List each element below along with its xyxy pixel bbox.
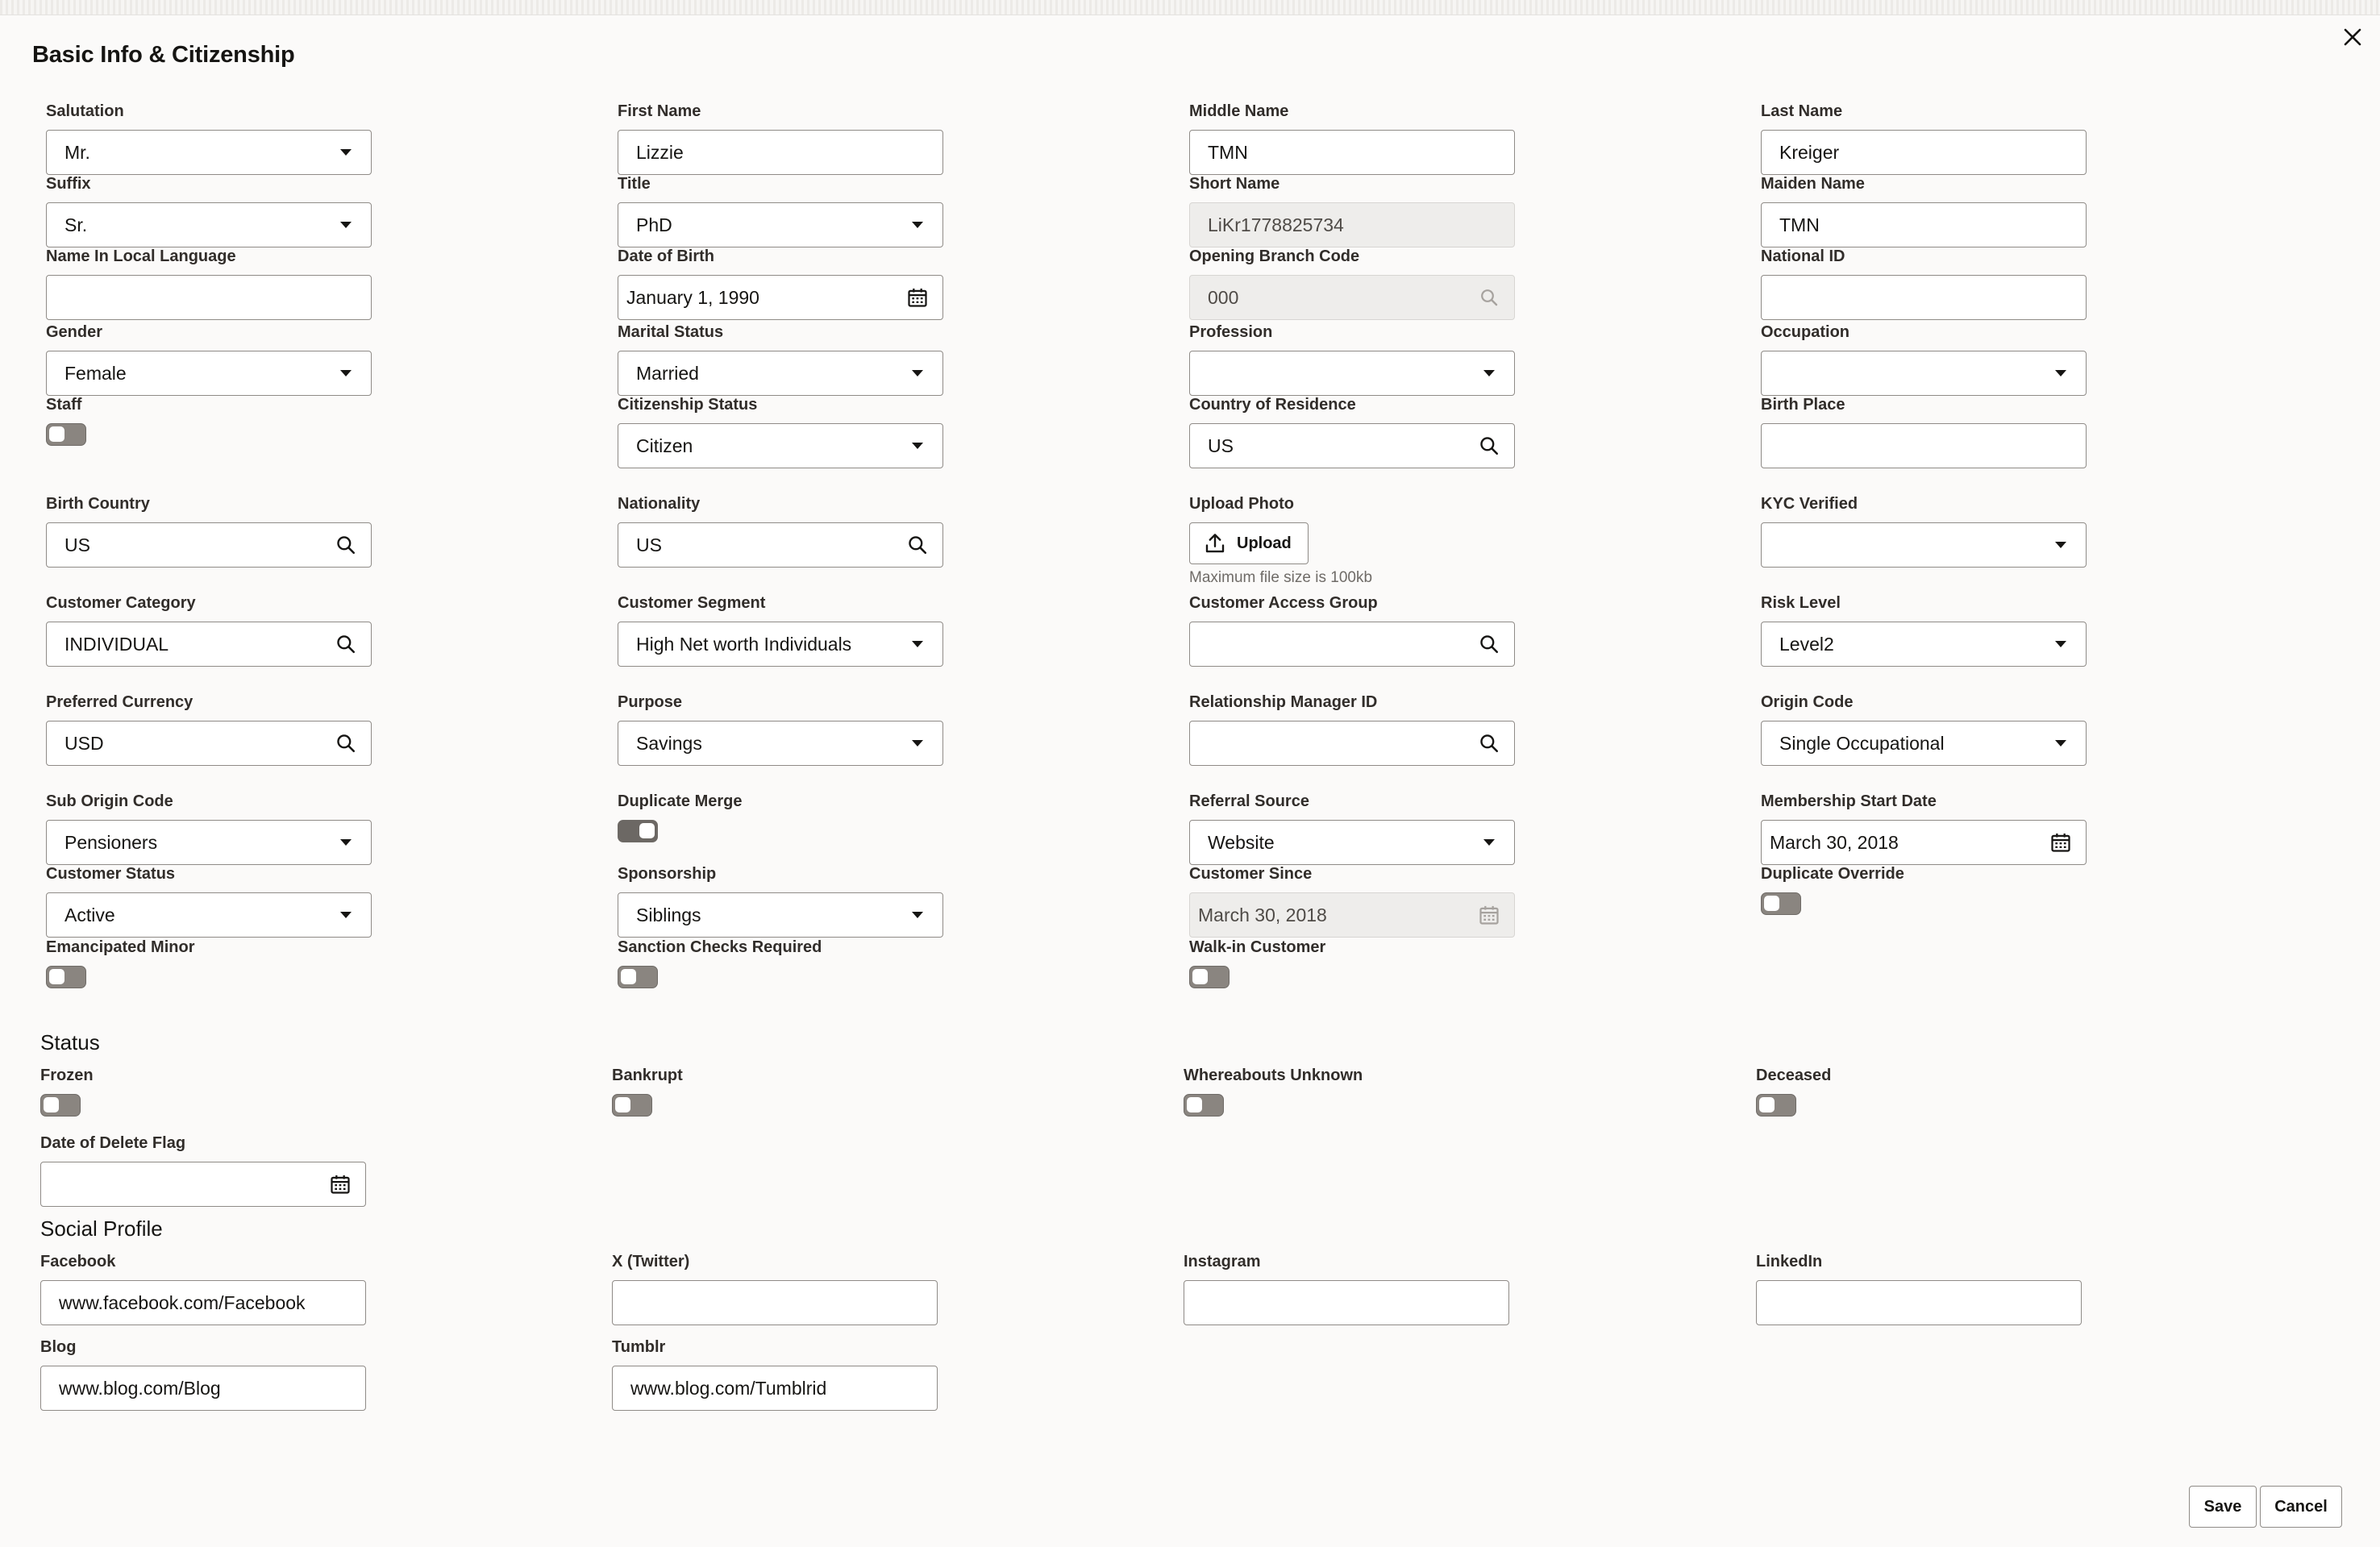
first-name-label: First Name (618, 102, 701, 120)
chevron-down-icon (2055, 641, 2066, 647)
maiden-name-field (1761, 174, 2087, 247)
origin-code-value: Single Occupational (1779, 733, 1945, 754)
search-icon (1479, 733, 1500, 754)
national-id-box (1761, 275, 2087, 320)
risk-level-value: Level2 (1779, 634, 1834, 655)
risk-level-field (1761, 593, 2087, 667)
marital-status-select[interactable] (618, 351, 943, 396)
marital-status-label: Marital Status (618, 323, 724, 341)
sub-origin-code-value: Pensioners (64, 832, 158, 853)
dob-field (618, 247, 943, 320)
access-group-box (1189, 622, 1515, 667)
bankrupt-label: Bankrupt (612, 1067, 683, 1084)
suffix-value: Sr. (64, 214, 88, 235)
risk-level-dropdown-trigger[interactable] (2049, 632, 2073, 656)
toggle-knob (49, 426, 64, 442)
deceased-label: Deceased (1756, 1067, 1832, 1084)
gender-label: Gender (46, 323, 103, 341)
chevron-down-icon (1483, 839, 1495, 846)
customer-category-label: Customer Category (46, 594, 196, 612)
twitter-label: X (Twitter) (612, 1253, 690, 1270)
short-name-box (1189, 202, 1515, 247)
customer-category-box (46, 622, 372, 667)
instagram-input[interactable] (1184, 1281, 1508, 1325)
customer-status-value: Active (64, 904, 115, 925)
chevron-down-icon (2055, 542, 2066, 548)
emancipated-minor-field (46, 938, 372, 988)
birth-place-field (1761, 395, 2087, 468)
delete-flag-date-box (40, 1162, 366, 1207)
instagram-box (1184, 1280, 1509, 1325)
toggle-knob (1764, 896, 1779, 911)
birth-country-label: Birth Country (46, 495, 150, 513)
customer-segment-select[interactable] (618, 622, 943, 667)
social-profile-heading: Social Profile (40, 1216, 163, 1241)
duplicate-merge-field (618, 792, 943, 842)
sub-origin-code-dropdown-trigger[interactable] (334, 830, 358, 855)
salutation-select[interactable] (46, 130, 372, 175)
referral-source-dropdown-trigger[interactable] (1477, 830, 1501, 855)
suffix-label: Suffix (46, 175, 91, 193)
toggle-knob (615, 1097, 630, 1112)
origin-code-field (1761, 692, 2087, 766)
dob-label: Date of Birth (618, 247, 714, 265)
birth-place-label: Birth Place (1761, 396, 1845, 414)
search-icon (1479, 435, 1500, 456)
access-group-search-button[interactable] (1477, 632, 1501, 656)
close-button[interactable] (2336, 21, 2369, 53)
tumblr-field (612, 1337, 938, 1411)
sub-origin-code-label: Sub Origin Code (46, 792, 173, 810)
frozen-field (40, 1066, 366, 1117)
country-residence-label: Country of Residence (1189, 396, 1356, 414)
country-residence-field (1189, 395, 1515, 468)
purpose-field (618, 692, 943, 766)
access-group-label: Customer Access Group (1189, 594, 1378, 612)
customer-segment-dropdown-trigger[interactable] (905, 632, 930, 656)
citizenship-status-field (618, 395, 943, 468)
nationality-field (618, 494, 943, 568)
chevron-down-icon (340, 370, 352, 376)
twitter-box (612, 1280, 938, 1325)
search-icon (335, 733, 356, 754)
origin-code-select[interactable] (1761, 721, 2087, 766)
kyc-verified-dropdown-trigger[interactable] (2049, 533, 2073, 557)
title-label: Title (618, 175, 651, 193)
risk-level-label: Risk Level (1761, 594, 1841, 612)
staff-toggle[interactable] (46, 423, 86, 446)
blog-label: Blog (40, 1338, 77, 1356)
customer-since-input (1190, 893, 1514, 937)
staff-field (46, 395, 372, 446)
save-button[interactable]: Save (2189, 1486, 2257, 1528)
salutation-value: Mr. (64, 142, 90, 163)
purpose-value: Savings (636, 733, 702, 754)
customer-since-box (1189, 892, 1515, 938)
sanction-checks-label: Sanction Checks Required (618, 938, 822, 956)
country-residence-input[interactable] (1190, 424, 1514, 468)
title-dropdown-trigger[interactable] (905, 213, 930, 237)
customer-since-calendar-button (1477, 903, 1501, 927)
upload-hint: Maximum file size is 100kb (1189, 569, 1373, 586)
tumblr-input[interactable] (613, 1366, 937, 1410)
nationality-label: Nationality (618, 495, 701, 513)
birth-place-box (1761, 423, 2087, 468)
status-heading: Status (40, 1030, 100, 1054)
customer-segment-value: High Net worth Individuals (636, 634, 852, 655)
bankrupt-field (612, 1066, 938, 1117)
country-residence-search-button[interactable] (1477, 434, 1501, 458)
last-name-input[interactable] (1762, 131, 2086, 174)
chevron-down-icon (912, 912, 923, 918)
dialog-title: Basic Info & Citizenship (32, 42, 295, 68)
dob-box (618, 275, 943, 320)
preferred-currency-search-button[interactable] (334, 731, 358, 755)
marital-status-dropdown-trigger[interactable] (905, 361, 930, 385)
occupation-select[interactable] (1761, 351, 2087, 396)
country-residence-box (1189, 423, 1515, 468)
customer-status-field (46, 864, 372, 938)
membership-start-box (1761, 820, 2087, 865)
birth-country-search-button[interactable] (334, 533, 358, 557)
delete-flag-date-field (40, 1133, 366, 1207)
short-name-label: Short Name (1189, 175, 1280, 193)
whereabouts-field (1184, 1066, 1509, 1117)
nationality-search-button[interactable] (905, 533, 930, 557)
first-name-field (618, 102, 943, 175)
citizenship-status-dropdown-trigger[interactable] (905, 434, 930, 458)
delete-flag-date-calendar-button[interactable] (328, 1172, 352, 1196)
origin-code-dropdown-trigger[interactable] (2049, 731, 2073, 755)
walk-in-toggle[interactable] (1189, 966, 1230, 988)
emancipated-minor-label: Emancipated Minor (46, 938, 195, 956)
duplicate-merge-toggle[interactable] (618, 820, 658, 842)
profession-select[interactable] (1189, 351, 1515, 396)
risk-level-select[interactable] (1761, 622, 2087, 667)
short-name-input (1190, 203, 1514, 247)
local-name-box (46, 275, 372, 320)
kyc-verified-select[interactable] (1761, 522, 2087, 568)
toggle-knob (1187, 1097, 1202, 1112)
whereabouts-toggle[interactable] (1184, 1094, 1224, 1117)
walk-in-label: Walk-in Customer (1189, 938, 1326, 956)
twitter-field (612, 1252, 938, 1325)
membership-start-label: Membership Start Date (1761, 792, 1937, 810)
purpose-label: Purpose (618, 693, 683, 711)
title-value: PhD (636, 214, 672, 235)
gender-value: Female (64, 363, 127, 384)
sponsorship-label: Sponsorship (618, 865, 717, 883)
sub-origin-code-select[interactable] (46, 820, 372, 865)
local-name-input[interactable] (47, 276, 371, 319)
tumblr-box (612, 1366, 938, 1411)
occupation-field (1761, 322, 2087, 396)
upload-photo-label: Upload Photo (1189, 495, 1294, 513)
chevron-down-icon (340, 149, 352, 156)
chevron-down-icon (2055, 740, 2066, 746)
suffix-dropdown-trigger[interactable] (334, 213, 358, 237)
salutation-dropdown-trigger[interactable] (334, 140, 358, 164)
chevron-down-icon (912, 641, 923, 647)
sub-origin-code-field (46, 792, 372, 865)
profession-field (1189, 322, 1515, 396)
chevron-down-icon (912, 222, 923, 228)
first-name-box (618, 130, 943, 175)
membership-start-field (1761, 792, 2087, 865)
upload-button-label: Upload (1237, 534, 1292, 552)
national-id-label: National ID (1761, 247, 1845, 265)
membership-start-calendar-button[interactable] (2049, 830, 2073, 855)
preferred-currency-input[interactable] (47, 722, 371, 765)
deceased-toggle[interactable] (1756, 1094, 1796, 1117)
customer-status-label: Customer Status (46, 865, 176, 883)
toggle-knob (44, 1097, 59, 1112)
toggle-knob (1192, 969, 1208, 984)
local-name-field (46, 247, 372, 320)
bankrupt-toggle[interactable] (612, 1094, 652, 1117)
dob-input[interactable] (618, 276, 942, 319)
facebook-box (40, 1280, 366, 1325)
middle-name-field (1189, 102, 1515, 175)
origin-code-label: Origin Code (1761, 693, 1854, 711)
last-name-box (1761, 130, 2087, 175)
access-group-field (1189, 593, 1515, 667)
linkedin-box (1756, 1280, 2082, 1325)
rm-id-field (1189, 692, 1515, 766)
customer-since-label: Customer Since (1189, 865, 1313, 883)
chevron-down-icon (912, 370, 923, 376)
salutation-label: Salutation (46, 102, 124, 120)
birth-country-input[interactable] (47, 523, 371, 567)
purpose-select[interactable] (618, 721, 943, 766)
local-name-label: Name In Local Language (46, 247, 236, 265)
maiden-name-box (1761, 202, 2087, 247)
customer-category-input[interactable] (47, 622, 371, 666)
middle-name-input[interactable] (1190, 131, 1514, 174)
search-icon (335, 534, 356, 555)
citizenship-status-select[interactable] (618, 423, 943, 468)
short-name-field (1189, 174, 1515, 247)
marital-status-value: Married (636, 363, 699, 384)
chevron-down-icon (340, 912, 352, 918)
referral-source-label: Referral Source (1189, 792, 1309, 810)
linkedin-field (1756, 1252, 2082, 1325)
gender-field (46, 322, 372, 396)
deceased-field (1756, 1066, 2082, 1117)
birth-place-input[interactable] (1762, 424, 2086, 468)
chevron-down-icon (2055, 370, 2066, 376)
national-id-field (1761, 247, 2087, 320)
kyc-verified-field (1761, 494, 2087, 568)
birth-country-box (46, 522, 372, 568)
customer-segment-label: Customer Segment (618, 594, 766, 612)
search-icon (335, 634, 356, 655)
membership-start-input[interactable] (1762, 821, 2086, 864)
tumblr-label: Tumblr (612, 1338, 666, 1356)
calendar-icon (1478, 904, 1500, 926)
chevron-down-icon (1483, 370, 1495, 376)
delete-flag-date-input[interactable] (41, 1162, 365, 1206)
occupation-dropdown-trigger[interactable] (2049, 361, 2073, 385)
suffix-field (46, 174, 372, 247)
search-icon (1479, 634, 1500, 655)
close-icon (2344, 28, 2361, 46)
duplicate-override-label: Duplicate Override (1761, 865, 1904, 883)
profession-label: Profession (1189, 323, 1273, 341)
facebook-input[interactable] (41, 1281, 365, 1325)
toggle-knob (621, 969, 636, 984)
suffix-select[interactable] (46, 202, 372, 247)
customer-segment-field (618, 593, 943, 667)
profession-dropdown-trigger[interactable] (1477, 361, 1501, 385)
nationality-input[interactable] (618, 523, 942, 567)
facebook-label: Facebook (40, 1253, 116, 1270)
maiden-name-label: Maiden Name (1761, 175, 1865, 193)
instagram-field (1184, 1252, 1509, 1325)
kyc-verified-label: KYC Verified (1761, 495, 1858, 513)
instagram-label: Instagram (1184, 1253, 1261, 1270)
chevron-down-icon (912, 740, 923, 746)
rm-id-box (1189, 721, 1515, 766)
last-name-label: Last Name (1761, 102, 1843, 120)
walk-in-field (1189, 938, 1515, 988)
preferred-currency-field (46, 692, 372, 766)
citizenship-status-value: Citizen (636, 435, 693, 456)
nationality-box (618, 522, 943, 568)
sanction-checks-field (618, 938, 943, 988)
rm-id-label: Relationship Manager ID (1189, 693, 1378, 711)
customer-status-select[interactable] (46, 892, 372, 938)
branch-code-label: Opening Branch Code (1189, 247, 1360, 265)
birth-country-field (46, 494, 372, 568)
search-icon (907, 534, 928, 555)
referral-source-select[interactable] (1189, 820, 1515, 865)
customer-since-field (1189, 864, 1515, 938)
sponsorship-dropdown-trigger[interactable] (905, 903, 930, 927)
customer-category-search-button[interactable] (334, 632, 358, 656)
title-select[interactable] (618, 202, 943, 247)
rm-id-search-button[interactable] (1477, 731, 1501, 755)
frozen-toggle[interactable] (40, 1094, 81, 1117)
branch-code-field (1189, 247, 1515, 320)
duplicate-override-toggle[interactable] (1761, 892, 1801, 915)
blog-field (40, 1337, 366, 1411)
delete-flag-date-label: Date of Delete Flag (40, 1134, 186, 1152)
linkedin-input[interactable] (1757, 1281, 2081, 1325)
upload-photo-button[interactable] (1189, 522, 1309, 564)
blog-input[interactable] (41, 1366, 365, 1410)
marital-status-field (618, 322, 943, 396)
sponsorship-field (618, 864, 943, 938)
twitter-input[interactable] (613, 1281, 937, 1325)
dob-calendar-button[interactable] (905, 285, 930, 310)
national-id-input[interactable] (1762, 276, 2086, 319)
upload-icon (1203, 531, 1227, 555)
branch-code-box (1189, 275, 1515, 320)
occupation-label: Occupation (1761, 323, 1850, 341)
chevron-down-icon (340, 839, 352, 846)
calendar-icon (329, 1173, 352, 1196)
customer-status-dropdown-trigger[interactable] (334, 903, 358, 927)
staff-label: Staff (46, 396, 82, 414)
frozen-label: Frozen (40, 1067, 94, 1084)
maiden-name-input[interactable] (1762, 203, 2086, 247)
middle-name-box (1189, 130, 1515, 175)
emancipated-minor-toggle[interactable] (46, 966, 86, 988)
search-icon (1479, 288, 1499, 307)
sponsorship-value: Siblings (636, 904, 701, 925)
branch-code-input (1190, 276, 1514, 319)
chevron-down-icon (912, 443, 923, 449)
referral-source-value: Website (1208, 832, 1275, 853)
branch-code-search-button (1477, 285, 1501, 310)
facebook-field (40, 1252, 366, 1325)
window-top-strip (0, 0, 2380, 15)
blog-box (40, 1366, 366, 1411)
citizenship-status-label: Citizenship Status (618, 396, 758, 414)
chevron-down-icon (340, 222, 352, 228)
access-group-input[interactable] (1190, 622, 1514, 666)
duplicate-merge-label: Duplicate Merge (618, 792, 743, 810)
sponsorship-select[interactable] (618, 892, 943, 938)
calendar-icon (2049, 831, 2072, 854)
referral-source-field (1189, 792, 1515, 865)
cancel-button[interactable]: Cancel (2260, 1486, 2342, 1528)
whereabouts-label: Whereabouts Unknown (1184, 1067, 1363, 1084)
gender-select[interactable] (46, 351, 372, 396)
toggle-knob (1759, 1097, 1775, 1112)
first-name-input[interactable] (618, 131, 942, 174)
purpose-dropdown-trigger[interactable] (905, 731, 930, 755)
middle-name-label: Middle Name (1189, 102, 1289, 120)
gender-dropdown-trigger[interactable] (334, 361, 358, 385)
duplicate-override-field (1761, 864, 2087, 915)
linkedin-label: LinkedIn (1756, 1253, 1823, 1270)
customer-category-field (46, 593, 372, 667)
salutation-field (46, 102, 372, 175)
calendar-icon (906, 286, 929, 309)
rm-id-input[interactable] (1190, 722, 1514, 765)
toggle-knob (639, 823, 655, 838)
sanction-checks-toggle[interactable] (618, 966, 658, 988)
preferred-currency-label: Preferred Currency (46, 693, 193, 711)
preferred-currency-box (46, 721, 372, 766)
last-name-field (1761, 102, 2087, 175)
upload-photo-field (1189, 494, 1515, 587)
toggle-knob (49, 969, 64, 984)
title-field (618, 174, 943, 247)
